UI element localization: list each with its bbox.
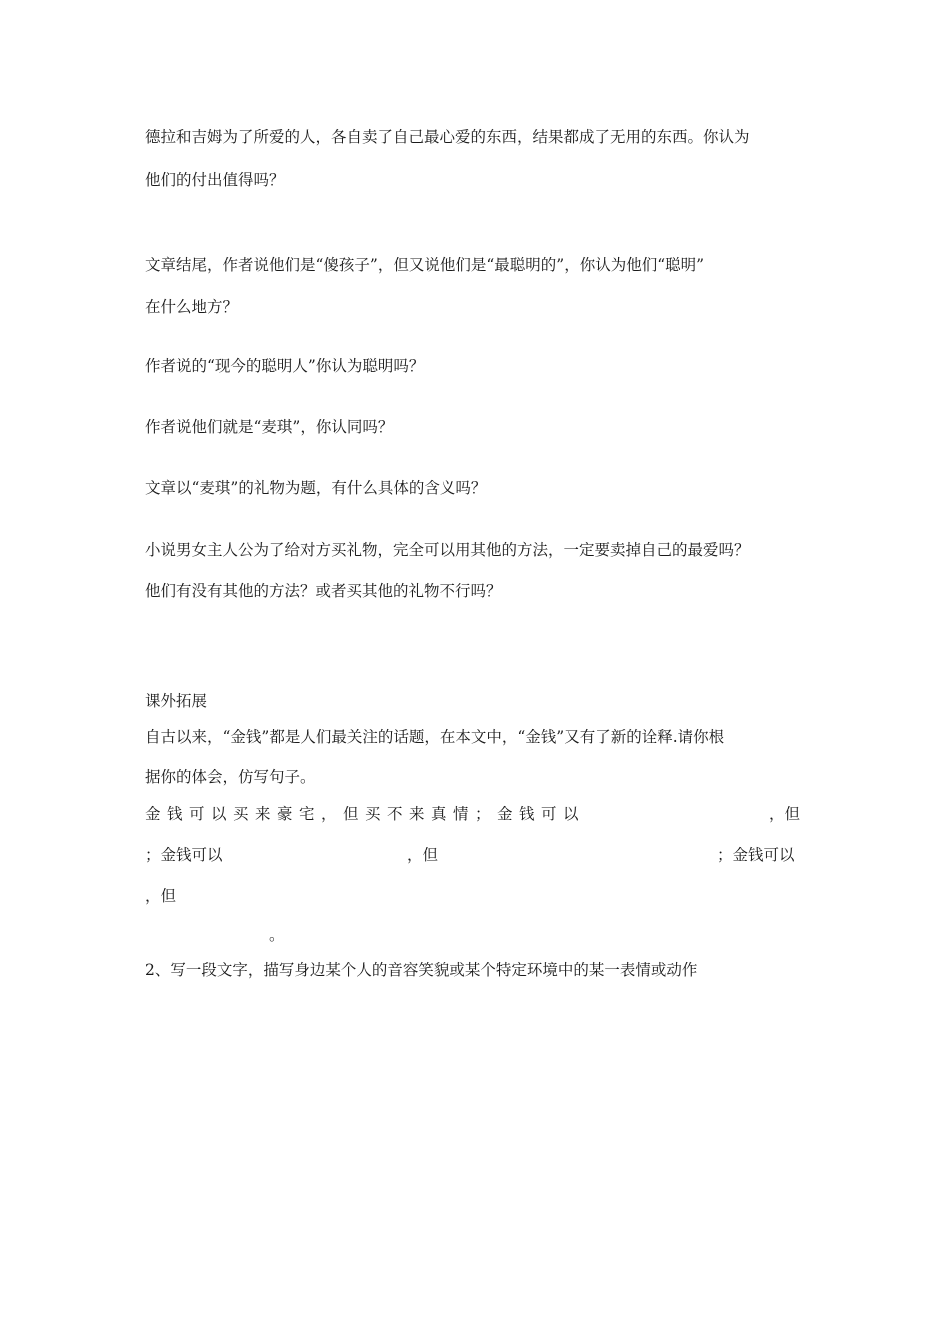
question-2-line-2: 在什么地方？ bbox=[145, 298, 239, 316]
task-2: 2、写一段文字，描写身边某个人的音容笑貌或某个特定环境中的某一表情或动作 bbox=[145, 961, 698, 979]
fill-in-line-2-text: ；金钱可以 bbox=[145, 846, 223, 864]
question-1-line-1: 德拉和吉姆为了所爱的人，各自卖了自己最心爱的东西，结果都成了无用的东西。你认为 bbox=[145, 128, 750, 146]
question-3: 作者说的“现今的聪明人”你认为聪明吗？ bbox=[145, 357, 425, 375]
question-6-line-2: 他们有没有其他的方法？或者买其他的礼物不行吗？ bbox=[145, 582, 502, 600]
fill-in-line-4-period: 。 bbox=[269, 926, 285, 944]
fill-in-line-3-but: ，但 bbox=[145, 887, 177, 905]
extension-intro-line-2: 据你的体会，仿写句子。 bbox=[145, 768, 316, 786]
question-5: 文章以“麦琪”的礼物为题，有什么具体的含义吗？ bbox=[145, 479, 487, 497]
question-2-line-1: 文章结尾，作者说他们是“傻孩子”，但又说他们是“最聪明的”，你认为他们“聪明” bbox=[145, 256, 705, 274]
fill-in-line-2-but: ，但 bbox=[407, 846, 439, 864]
question-1-line-2: 他们的付出值得吗？ bbox=[145, 171, 285, 189]
extension-intro-line-1: 自古以来，“金钱”都是人们最关注的话题，在本文中，“金钱”又有了新的诠释.请你根 bbox=[145, 728, 725, 746]
extension-heading: 课外拓展 bbox=[145, 692, 208, 710]
fill-in-line-2-text-2: ；金钱可以 bbox=[717, 846, 795, 864]
fill-in-line-1-but: ，但 bbox=[769, 805, 801, 823]
question-4: 作者说他们就是“麦琪”，你认同吗？ bbox=[145, 418, 394, 436]
fill-in-line-1-text: 金钱可以买来豪宅，但买不来真情；金钱可以 bbox=[145, 805, 586, 823]
question-6-line-1: 小说男女主人公为了给对方买礼物，完全可以用其他的方法，一定要卖掉自己的最爱吗？ bbox=[145, 541, 750, 559]
